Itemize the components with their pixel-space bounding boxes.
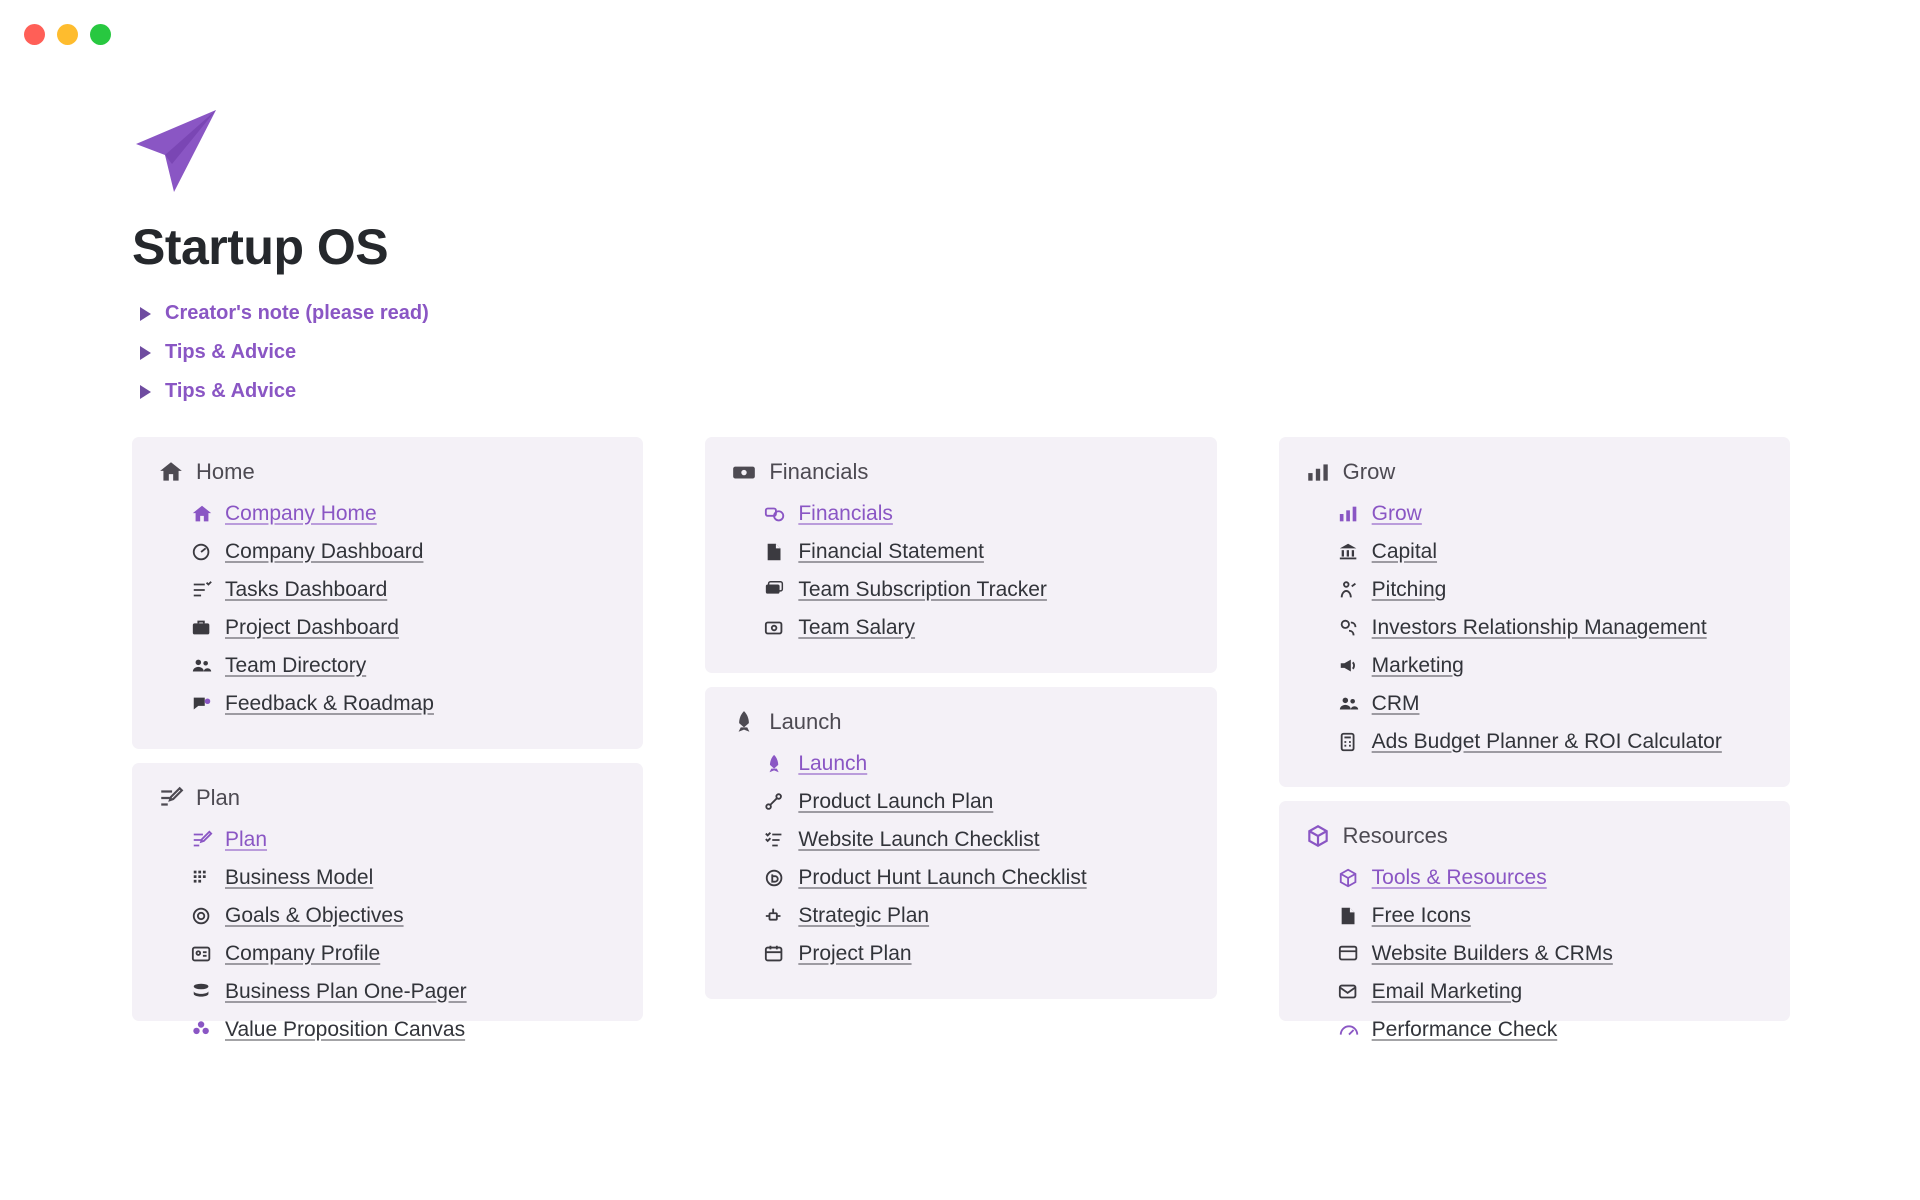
link-business-plan-one-pager[interactable] — [158, 973, 617, 1011]
link-columns — [132, 437, 1920, 1041]
link-free-icons[interactable] — [1305, 897, 1764, 935]
grid-dots-icon — [190, 866, 214, 890]
target-icon — [190, 904, 214, 928]
box-icon — [1337, 866, 1361, 890]
gauge-icon — [1337, 1018, 1361, 1042]
link-label: Product Launch Plan — [798, 790, 994, 813]
envelope-icon — [1337, 980, 1361, 1004]
flower-icon — [190, 1018, 214, 1042]
people-icon — [190, 654, 214, 678]
link-goals-objectives[interactable] — [158, 897, 617, 935]
briefcase-icon — [190, 616, 214, 640]
task-list-icon — [190, 578, 214, 602]
toggle-tips-advice-2[interactable] — [140, 380, 1920, 403]
card-title: Resources — [1342, 823, 1448, 848]
link-crm[interactable] — [1305, 685, 1764, 723]
link-investors-relationship-management[interactable] — [1305, 609, 1764, 647]
card-header-financials — [731, 459, 1190, 485]
bar-chart-icon — [1305, 459, 1331, 485]
link-label: Tasks Dashboard — [225, 578, 388, 601]
link-label: Tools & Resources — [1371, 866, 1547, 889]
chevron-right-icon — [140, 346, 151, 360]
link-label: Value Proposition Canvas — [225, 1018, 466, 1041]
toggle-label: Creator's note (please read) — [165, 302, 429, 324]
link-label: Project Dashboard — [225, 616, 399, 639]
card-title: Home — [196, 459, 255, 484]
toggle-tips-advice-1[interactable] — [140, 341, 1920, 364]
link-label: Team Subscription Tracker — [798, 578, 1047, 601]
calendar-icon — [763, 942, 787, 966]
link-label: Team Salary — [798, 616, 916, 639]
house-icon — [190, 502, 214, 526]
rocket-icon — [731, 709, 757, 735]
card-header-resources — [1305, 823, 1764, 849]
column-middle — [705, 437, 1216, 1021]
link-company-profile[interactable] — [158, 935, 617, 973]
link-email-marketing[interactable] — [1305, 973, 1764, 1011]
link-label: Marketing — [1371, 654, 1464, 677]
link-label: Company Profile — [225, 942, 381, 965]
card-header-home — [158, 459, 617, 485]
link-label: Launch — [798, 752, 868, 775]
column-left — [132, 437, 643, 1041]
link-label: Plan — [225, 828, 268, 851]
close-window-button[interactable] — [24, 24, 45, 45]
link-capital[interactable] — [1305, 533, 1764, 571]
money-bill-icon — [731, 459, 757, 485]
card-financials — [705, 437, 1216, 673]
card-stack-icon — [763, 578, 787, 602]
dashboard-gauge-icon — [190, 540, 214, 564]
link-project-dashboard[interactable] — [158, 609, 617, 647]
chevron-right-icon — [140, 307, 151, 321]
bar-chart-icon — [1337, 502, 1361, 526]
paper-plane-icon — [132, 108, 220, 194]
link-project-plan[interactable] — [731, 935, 1190, 973]
box-icon — [1305, 823, 1331, 849]
pencil-lines-icon — [190, 828, 214, 852]
browser-icon — [1337, 942, 1361, 966]
link-tools-resources[interactable] — [1305, 859, 1764, 897]
link-team-salary[interactable] — [731, 609, 1190, 647]
card-links — [1305, 495, 1764, 761]
link-label: Company Home — [225, 502, 377, 525]
link-label: Business Plan One-Pager — [225, 980, 467, 1003]
link-company-dashboard[interactable] — [158, 533, 617, 571]
document-icon — [1337, 904, 1361, 928]
link-label: Free Icons — [1371, 904, 1471, 927]
link-website-launch-checklist[interactable] — [731, 821, 1190, 859]
calculator-icon — [1337, 730, 1361, 754]
handshake-icon — [1337, 616, 1361, 640]
card-home — [132, 437, 643, 749]
minimize-window-button[interactable] — [57, 24, 78, 45]
link-label: Grow — [1371, 502, 1422, 525]
card-links — [158, 821, 617, 1049]
link-product-launch-plan[interactable] — [731, 783, 1190, 821]
card-launch — [705, 687, 1216, 999]
card-links — [158, 495, 617, 723]
link-ads-budget-planner[interactable] — [1305, 723, 1764, 761]
maximize-window-button[interactable] — [90, 24, 111, 45]
link-financials[interactable] — [731, 495, 1190, 533]
link-label: Email Marketing — [1371, 980, 1523, 1003]
link-plan[interactable] — [158, 821, 617, 859]
cat-circle-icon — [763, 866, 787, 890]
link-strategic-plan[interactable] — [731, 897, 1190, 935]
page-content — [0, 68, 1920, 1041]
rocket-icon — [763, 752, 787, 776]
money-coin-icon — [763, 502, 787, 526]
card-grow — [1279, 437, 1790, 787]
node-icon — [763, 904, 787, 928]
link-financial-statement[interactable] — [731, 533, 1190, 571]
link-label: Business Model — [225, 866, 374, 889]
link-label: Strategic Plan — [798, 904, 930, 927]
card-links — [1305, 859, 1764, 1049]
link-value-proposition-canvas[interactable] — [158, 1011, 617, 1049]
link-website-builders-crms[interactable] — [1305, 935, 1764, 973]
link-label: Financials — [798, 502, 893, 525]
link-label: Capital — [1371, 540, 1438, 563]
id-card-icon — [190, 942, 214, 966]
checklist-icon — [763, 828, 787, 852]
window-titlebar — [0, 0, 1920, 68]
people-icon — [1337, 692, 1361, 716]
toggle-creators-note[interactable] — [140, 302, 1920, 325]
page-title: Startup OS — [132, 219, 389, 275]
link-label: Project Plan — [798, 942, 912, 965]
card-title: Plan — [196, 785, 241, 810]
wallet-icon — [763, 616, 787, 640]
card-links — [731, 495, 1190, 647]
link-label: Investors Relationship Management — [1371, 616, 1707, 639]
card-plan — [132, 763, 643, 1041]
link-grow[interactable] — [1305, 495, 1764, 533]
card-header-plan — [158, 785, 617, 811]
card-links — [731, 745, 1190, 973]
branch-icon — [763, 790, 787, 814]
link-launch[interactable] — [731, 745, 1190, 783]
card-header-launch — [731, 709, 1190, 735]
megaphone-icon — [1337, 654, 1361, 678]
chat-bubble-icon — [190, 692, 214, 716]
link-label: Company Dashboard — [225, 540, 424, 563]
link-label: Performance Check — [1371, 1018, 1558, 1041]
link-business-model[interactable] — [158, 859, 617, 897]
link-label: Pitching — [1371, 578, 1447, 601]
link-team-directory[interactable] — [158, 647, 617, 685]
card-header-grow — [1305, 459, 1764, 485]
link-label: Financial Statement — [798, 540, 984, 563]
document-icon — [763, 540, 787, 564]
toggle-label: Tips & Advice — [165, 341, 297, 363]
house-icon — [158, 459, 184, 485]
link-label: Website Launch Checklist — [798, 828, 1040, 851]
link-tasks-dashboard[interactable] — [158, 571, 617, 609]
layers-icon — [190, 980, 214, 1004]
card-resources — [1279, 801, 1790, 1041]
link-label: Product Hunt Launch Checklist — [798, 866, 1087, 889]
link-label: Ads Budget Planner & ROI Calculator — [1371, 730, 1722, 753]
link-marketing[interactable] — [1305, 647, 1764, 685]
link-label: CRM — [1371, 692, 1420, 715]
link-label: Website Builders & CRMs — [1371, 942, 1613, 965]
link-label: Goals & Objectives — [225, 904, 404, 927]
link-label: Feedback & Roadmap — [225, 692, 434, 715]
card-title: Launch — [769, 709, 842, 734]
column-right — [1279, 437, 1790, 1041]
link-pitching[interactable] — [1305, 571, 1764, 609]
link-company-home[interactable] — [158, 495, 617, 533]
presenter-icon — [1337, 578, 1361, 602]
bank-icon — [1337, 540, 1361, 564]
card-title: Grow — [1342, 459, 1396, 484]
toggle-label: Tips & Advice — [165, 380, 297, 402]
link-performance-check[interactable] — [1305, 1011, 1764, 1049]
link-feedback-roadmap[interactable] — [158, 685, 617, 723]
chevron-right-icon — [140, 385, 151, 399]
card-title: Financials — [769, 459, 869, 484]
pencil-lines-icon — [158, 785, 184, 811]
link-label: Team Directory — [225, 654, 367, 677]
link-product-hunt-launch-checklist[interactable] — [731, 859, 1190, 897]
link-team-subscription-tracker[interactable] — [731, 571, 1190, 609]
